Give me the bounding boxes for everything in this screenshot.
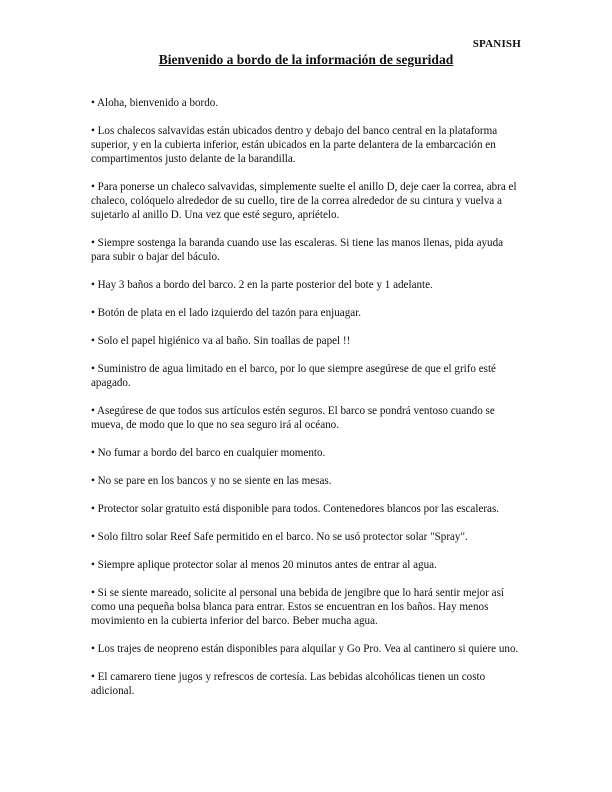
list-item: • Siempre aplique protector solar al menos 20 minutos antes de entrar al agua. bbox=[91, 559, 437, 571]
list-item: • Botón de plata en el lado izquierdo del tazón para enjuagar. bbox=[91, 307, 362, 319]
list-item: • Suministro de agua limitado en el barco, por lo que siempre asegúrese de que el grifo esté apagado. bbox=[91, 363, 496, 389]
list-item: • Para ponerse un chaleco salvavidas, simplemente suelte el anillo D, deje caer la correa, abra el chaleco, colóquelo alrededor de su cuello, tire de la correa alrededor de su cintura y vuelva a sujetarlo al anillo D. Una vez que esté seguro, apriételo. bbox=[91, 181, 517, 221]
language-label: SPANISH bbox=[472, 38, 521, 50]
page-title: Bienvenido a bordo de la información de seguridad bbox=[158, 52, 454, 67]
list-item: • No fumar a bordo del barco en cualquier momento. bbox=[91, 447, 326, 459]
list-item: • Si se siente mareado, solicite al personal una bebida de jengibre que lo hará sentir mejor así como una pequeña bolsa blanca para entrar. Estos se encuentran en los baños. Hay menos movimiento en la cubierta inferior del barco. Beber mucha agua. bbox=[91, 587, 504, 627]
list-item: • Asegúrese de que todos sus artículos estén seguros. El barco se pondrá ventoso cuando se mueva, de modo que lo que no sea seguro irá al océano. bbox=[91, 405, 495, 431]
list-item: • Siempre sostenga la baranda cuando use las escaleras. Si tiene las manos llenas, pida ayuda para subir o bajar del báculo. bbox=[91, 237, 504, 263]
list-item: • Protector solar gratuito está disponible para todos. Contenedores blancos por las escaleras. bbox=[91, 503, 500, 515]
safety-info-list bbox=[91, 96, 523, 712]
list-item: • Los chalecos salvavidas están ubicados dentro y debajo del banco central en la plataforma superior, y en la cubierta inferior, están ubicados en la parte delantera de la embarcación en compartimentos justo delante de la barandilla. bbox=[91, 125, 498, 165]
list-item: • Hay 3 baños a bordo del barco. 2 en la parte posterior del bote y 1 adelante. bbox=[91, 279, 433, 291]
list-item: • Solo el papel higiénico va al baño. Sin toallas de papel !! bbox=[91, 335, 351, 347]
list-item: • Los trajes de neopreno están disponibles para alquilar y Go Pro. Vea al cantinero si quiere uno. bbox=[91, 643, 519, 655]
list-item: • No se pare en los bancos y no se siente en las mesas. bbox=[91, 475, 332, 487]
list-item: • El camarero tiene jugos y refrescos de cortesía. Las bebidas alcohólicas tienen un costo adicional. bbox=[91, 671, 486, 697]
list-item: • Aloha, bienvenido a bordo. bbox=[91, 97, 219, 109]
list-item: • Solo filtro solar Reef Safe permitido en el barco. No se usó protector solar "Spray". bbox=[91, 531, 468, 543]
